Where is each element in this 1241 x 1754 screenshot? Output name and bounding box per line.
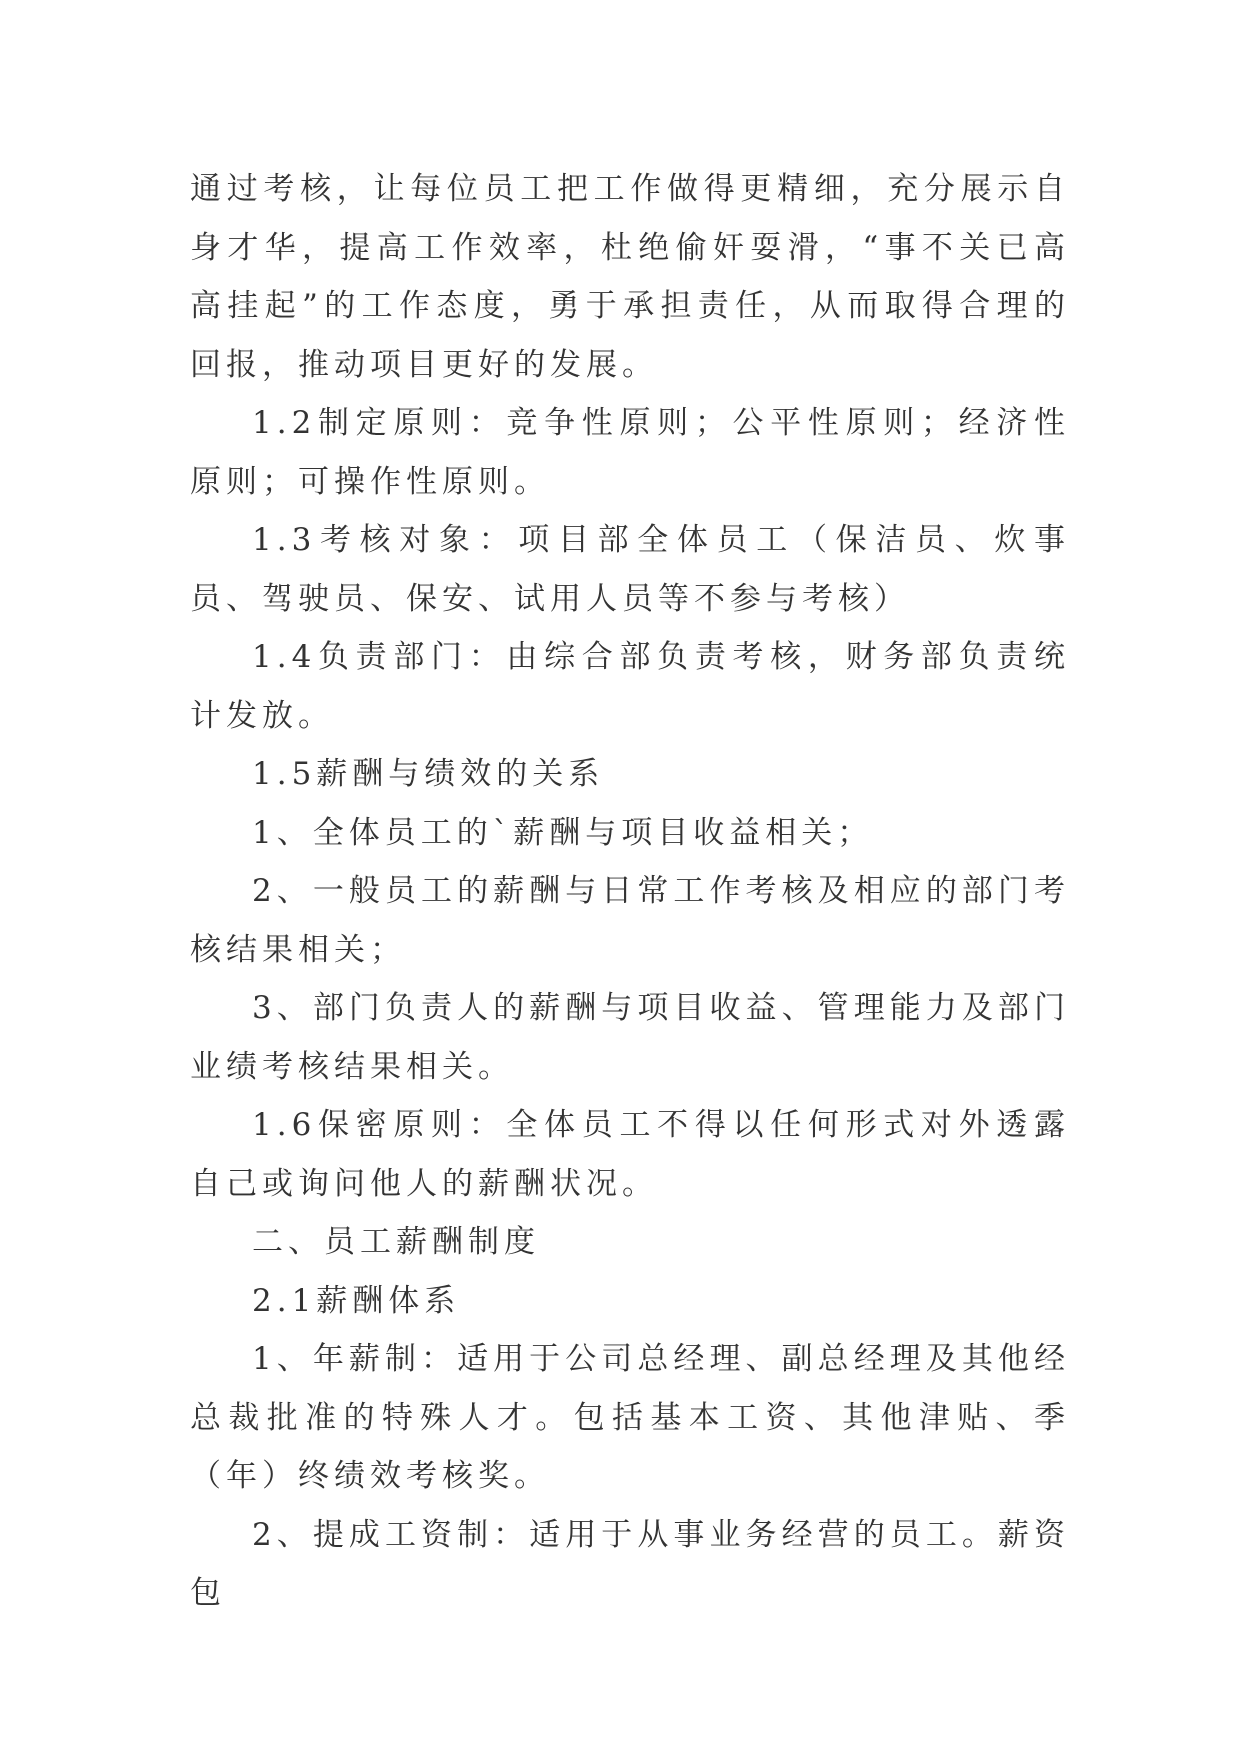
paragraph-salary-performance-heading: 1.5薪酬与绩效的关系 <box>252 756 605 792</box>
paragraph-assessment-purpose: 通过考核，让每位员工把工作做得更精细，充分展示自身才华，提高工作效率，杜绝偷奸耍滑，“事不关已高高挂起”的工作态度，勇于承担责任，从而取得合理的回报，推动项目更好的发展。 <box>190 171 1070 383</box>
paragraph-commission-salary: 2、提成工资制：适用于从事业务经营的员工。薪资包 <box>190 1516 1070 1611</box>
paragraph-annual-salary: 1、年薪制：适用于公司总经理、副总经理及其他经总裁批准的特殊人才。包括基本工资、其他津贴、季（年）终绩效考核奖。 <box>190 1341 1070 1494</box>
paragraph-item-3: 3、部门负责人的薪酬与项目收益、管理能力及部门业绩考核结果相关。 <box>190 990 1070 1085</box>
document-body <box>190 160 1070 1623</box>
section-heading-salary-system: 二、员工薪酬制度 <box>252 1224 540 1260</box>
paragraph-item-2: 2、一般员工的薪酬与日常工作考核及相应的部门考核结果相关； <box>190 873 1070 968</box>
paragraph-confidentiality: 1.6保密原则：全体员工不得以任何形式对外透露自己或询问他人的薪酬状况。 <box>190 1107 1070 1202</box>
subsection-heading-salary-structure: 2.1薪酬体系 <box>252 1282 461 1319</box>
paragraph-responsible-department: 1.4负责部门：由综合部负责考核，财务部负责统计发放。 <box>190 639 1070 734</box>
paragraph-assessment-targets: 1.3考核对象：项目部全体员工（保洁员、炊事员、驾驶员、保安、试用人员等不参与考核） <box>190 522 1070 617</box>
paragraph-item-1: 1、全体员工的`薪酬与项目收益相关； <box>252 814 874 851</box>
paragraph-principles: 1.2制定原则：竞争性原则；公平性原则；经济性原则；可操作性原则。 <box>190 405 1070 500</box>
